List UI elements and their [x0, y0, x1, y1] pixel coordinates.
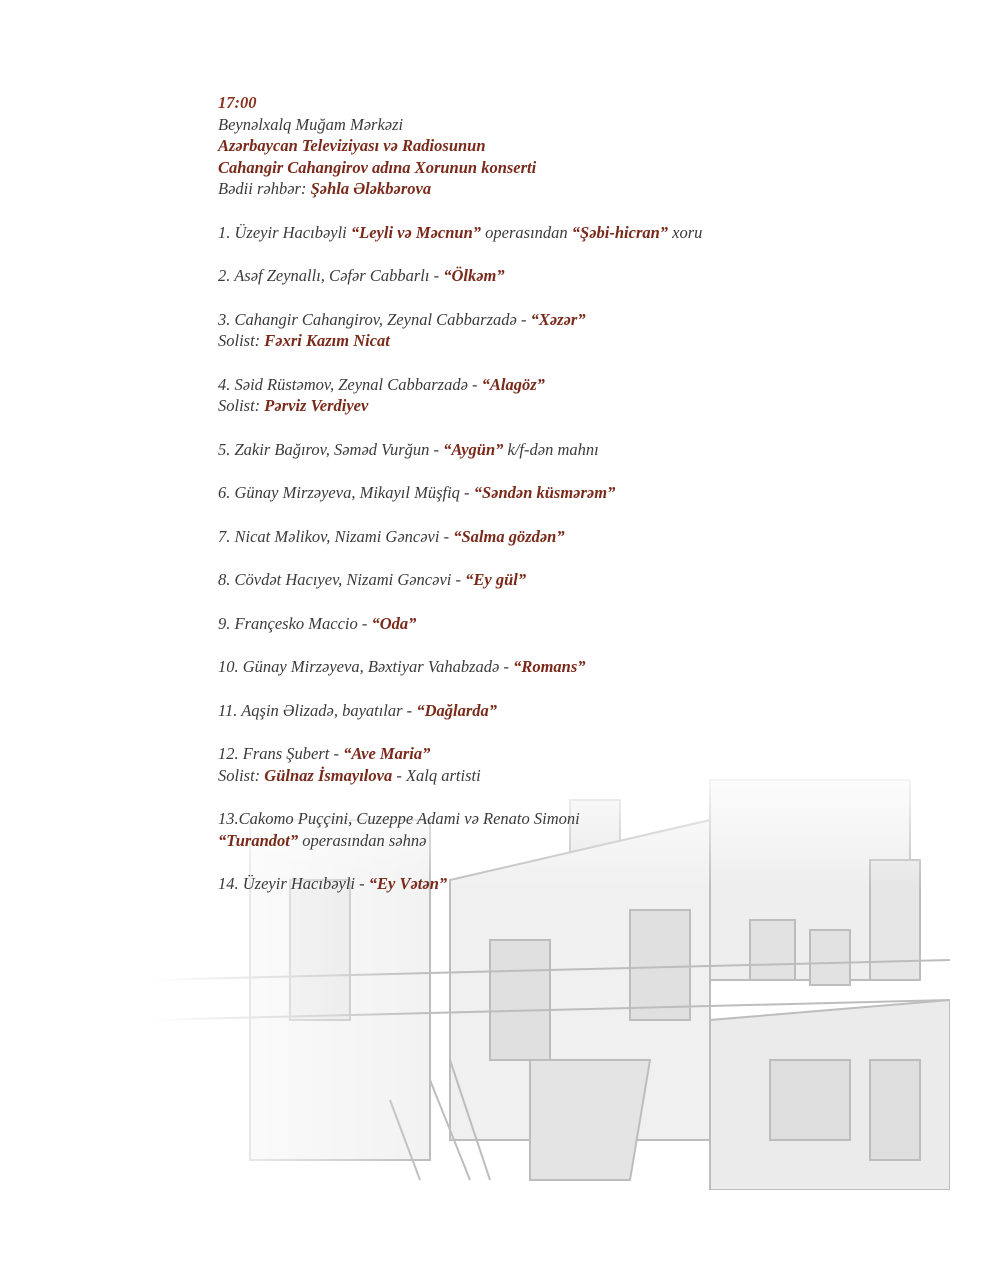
item-composer: 10. Günay Mirzəyeva, Bəxtiyar Vahabzadə - [218, 657, 514, 676]
item-title: “Ölkəm” [443, 266, 505, 285]
soloist-title: - Xalq artisti [392, 765, 481, 785]
item-composer: 14. Üzeyir Hacıbəyli - [218, 874, 369, 893]
soloist-name: Pərviz Verdiyev [264, 396, 369, 415]
item-mid: operasından [481, 222, 572, 242]
concert-header [218, 92, 918, 200]
item-composer: 4. Səid Rüstəmov, Zeynal Cabbarzadə - [218, 374, 482, 394]
program-item [218, 309, 918, 352]
program-item [218, 700, 918, 722]
soloist-label: Solist: [218, 765, 261, 785]
director-line [218, 178, 918, 200]
soloist-name: Gülnaz İsmayılova [264, 765, 393, 785]
director-label: Bədii rəhbər: [218, 179, 307, 198]
item-title: “Səndən küsmərəm” [473, 483, 616, 502]
item-suffix: operasından səhnə [298, 830, 427, 850]
program-item [218, 439, 918, 461]
program-item [218, 526, 918, 548]
item-composer: 2. Asəf Zeynallı, Cəfər Cabbarlı - [218, 266, 444, 285]
item-composer: 13.Cakomo Puççini, Cuzeppe Adami və Renato Simoni [218, 809, 580, 828]
program-item [218, 569, 918, 591]
program-content [218, 92, 918, 917]
program-item [218, 482, 918, 504]
program-item [218, 265, 918, 287]
soloist-name: Fəxri Kazım Nicat [264, 331, 390, 350]
item-composer: 5. Zakir Bağırov, Səməd Vurğun - [218, 439, 444, 459]
item-title: “Oda” [371, 613, 417, 633]
item-title: “Ey Vətən” [368, 874, 448, 893]
program-item [218, 656, 918, 678]
item-title: “Alagöz” [481, 374, 545, 394]
item-title: “Aygün” [443, 439, 504, 459]
item-composer: 12. Frans Şubert - [218, 744, 344, 763]
soloist-label: Solist: [218, 396, 261, 415]
program-item [218, 873, 918, 895]
item-title: “Dağlarda” [416, 700, 497, 720]
program-item [218, 613, 918, 635]
item-composer: 1. Üzeyir Hacıbəyli [218, 222, 351, 242]
item-title: “Leyli və Məcnun” [350, 222, 482, 242]
venue: Beynəlxalq Muğam Mərkəzi [218, 114, 404, 134]
item-composer: 9. Françesko Maccio - [218, 613, 372, 633]
director-name: Şəhla Ələkbərova [310, 179, 432, 198]
program-item [218, 743, 918, 786]
program-item [218, 222, 918, 244]
item-suffix: xoru [668, 222, 703, 242]
item-title-2: “Şəbi-hicran” [571, 222, 669, 242]
item-composer: 3. Cahangir Cahangirov, Zeynal Cabbarzadə - [218, 309, 531, 329]
item-title: “Ave Maria” [343, 744, 431, 763]
program-item [218, 808, 918, 851]
item-composer: 11. Aqşin Əlizadə, bayatılar - [218, 700, 417, 720]
item-suffix: k/f-dən mahnı [503, 439, 599, 459]
title-line-2: Cahangir Cahangirov adına Xorunun konserti [218, 157, 537, 177]
item-title: “Romans” [513, 657, 586, 676]
item-title: “Xəzər” [530, 309, 586, 329]
item-composer: 7. Nicat Məlikov, Nizami Gəncəvi - [218, 526, 454, 546]
item-title: “Salma gözdən” [453, 526, 565, 546]
title-line-1: Azərbaycan Televiziyası və Radiosunun [218, 136, 486, 155]
soloist-label: Solist: [218, 331, 261, 350]
item-composer: 6. Günay Mirzəyeva, Mikayıl Müşfiq - [218, 483, 474, 502]
item-composer: 8. Cövdət Hacıyev, Nizami Gəncəvi - [218, 570, 466, 589]
concert-time: 17:00 [218, 93, 257, 112]
item-title: “Turandot” [218, 830, 299, 850]
program-item [218, 374, 918, 417]
item-title: “Ey gül” [465, 570, 527, 589]
